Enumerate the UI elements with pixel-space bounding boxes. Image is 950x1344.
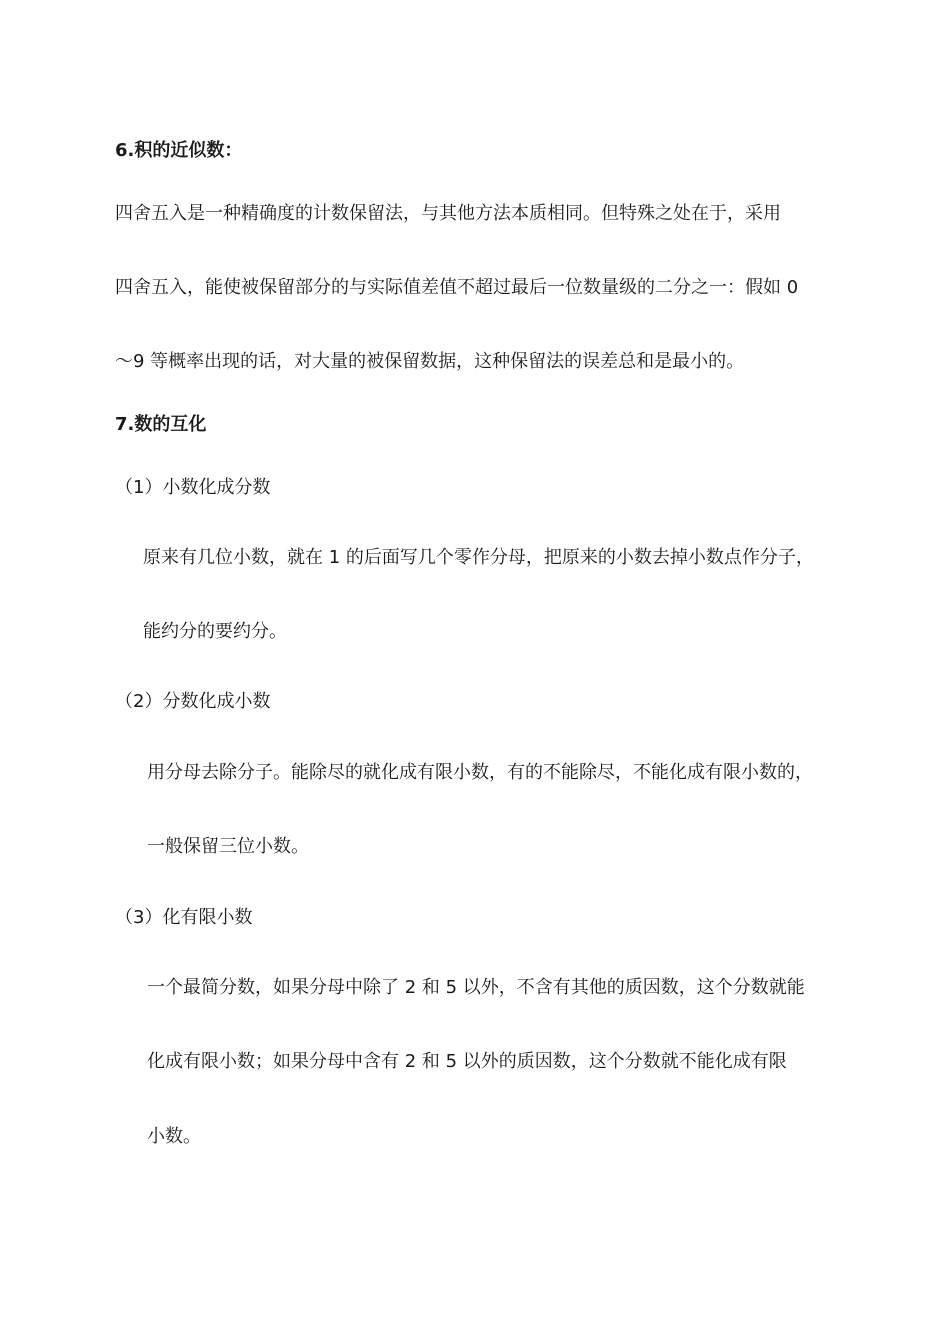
subsection-1-line-2: 能约分的要约分。 — [143, 621, 287, 642]
subsection-2-line-1: 用分母去除分子。能除尽的就化成有限小数，有的不能除尽，不能化成有限小数的， — [147, 762, 813, 783]
section-6-heading: 6.积的近似数： — [115, 140, 243, 161]
section-7-heading: 7.数的互化 — [115, 414, 207, 435]
subsection-1-title: （1）小数化成分数 — [115, 477, 271, 498]
subsection-3-line-3: 小数。 — [147, 1126, 201, 1147]
subsection-3-line-2: 化成有限小数；如果分母中含有 2 和 5 以外的质因数，这个分数就不能化成有限 — [147, 1051, 787, 1072]
subsection-2-line-2: 一般保留三位小数。 — [147, 836, 309, 857]
section-6-line-1: 四舍五入是一种精确度的计数保留法，与其他方法本质相同。但特殊之处在于，采用 — [115, 203, 781, 224]
subsection-3-line-1: 一个最简分数，如果分母中除了 2 和 5 以外，不含有其他的质因数，这个分数就能 — [147, 977, 805, 998]
section-6-line-3: ～9 等概率出现的话，对大量的被保留数据，这种保留法的误差总和是最小的。 — [115, 351, 745, 372]
subsection-3-title: （3）化有限小数 — [115, 907, 253, 928]
subsection-1-line-1: 原来有几位小数，就在 1 的后面写几个零作分母，把原来的小数去掉小数点作分子， — [143, 547, 814, 568]
subsection-2-title: （2）分数化成小数 — [115, 691, 271, 712]
section-6-line-2: 四舍五入，能使被保留部分的与实际值差值不超过最后一位数量级的二分之一：假如 0 — [115, 277, 799, 298]
